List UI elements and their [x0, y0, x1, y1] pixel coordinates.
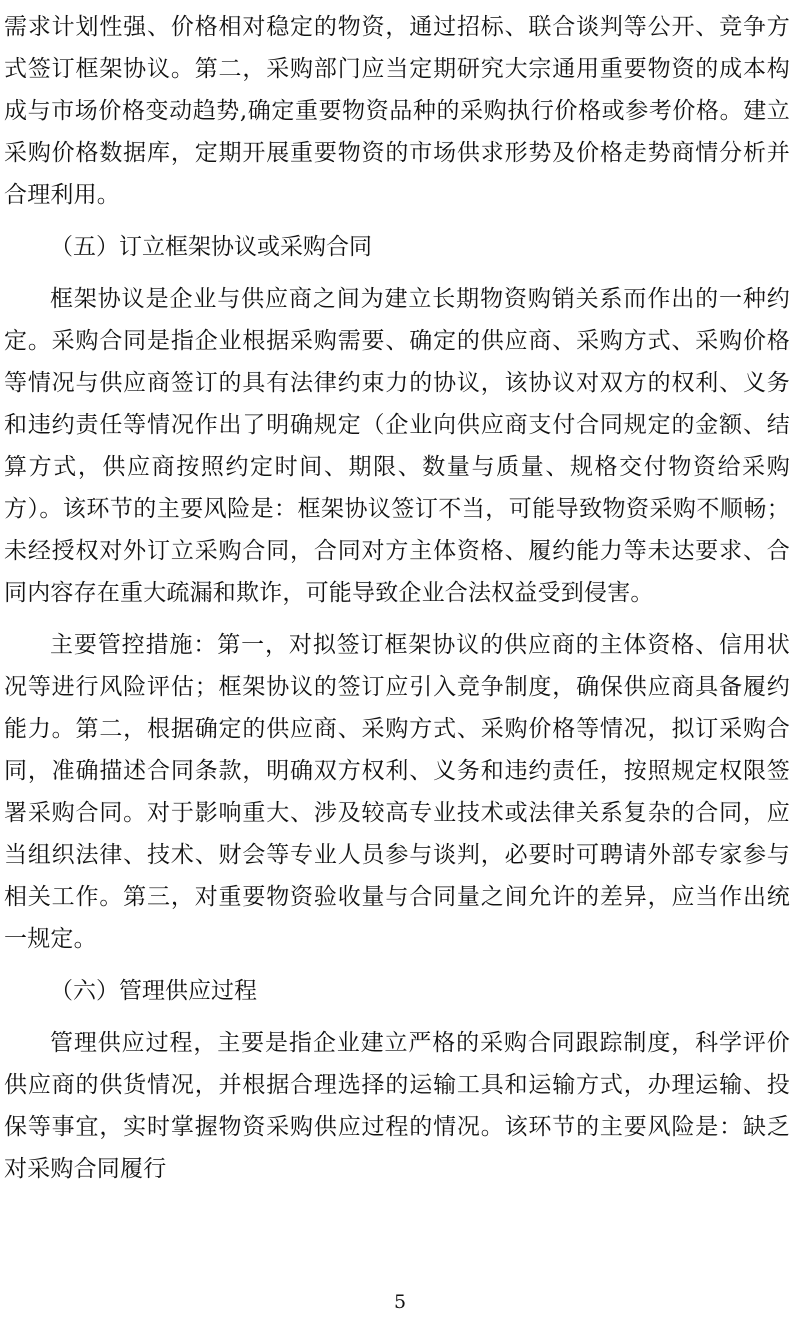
paragraph-control-measures: 主要管控措施：第一，对拟签订框架协议的供应商的主体资格、信用状况等进行风险评估；框架协议的签订应引入竞争制度，确保供应商具备履约能力。第二，根据确定的供应商、采购方式、采购价格等情况，拟订采购合同，准确描述合同条款，明确双方权利、义务和违约责任，按照规定权限签署采购合同。对于影响重大、涉及较高专业技术或法律关系复杂的合同，应当组织法律、技术、财会等专业人员参与谈判，必要时可聘请外部专家参与相关工作。第三，对重要物资验收量与合同量之间允许的差异，应当作出统一规定。	[4, 632, 790, 952]
paragraph-framework-agreement: 框架协议是企业与供应商之间为建立长期物资购销关系而作出的一种约定。采购合同是指企业根据采购需要、确定的供应商、采购方式、采购价格等情况与供应商签订的具有法律约束力的协议，该协议对双方的权利、义务和违约责任等情况作出了明确规定（企业向供应商支付合同规定的金额、结算方式，供应商按照约定时间、期限、数量与质量、规格交付物资给采购方）。该环节的主要风险是：框架协议签订不当，可能导致物资采购不顺畅；未经授权对外订立采购合同，合同对方主体资格、履约能力等未达要求、合同内容存在重大疏漏和欺诈，可能导致企业合法权益受到侵害。	[4, 286, 790, 606]
spacer	[4, 960, 790, 970]
spacer	[4, 216, 790, 226]
document-body	[4, 6, 790, 1190]
spacer	[4, 268, 790, 278]
section-heading-five: （五）订立框架协议或采购合同	[50, 234, 372, 260]
paragraph-continuation: 需求计划性强、价格相对稳定的物资，通过招标、联合谈判等公开、竞争方式签订框架协议。第二，采购部门应当定期研究大宗通用重要物资的成本构成与市场价格变动趋势,确定重要物资品种的采购执行价格或参考价格。建立采购价格数据库，定期开展重要物资的市场供求形势及价格走势商情分析并合理利用。	[4, 14, 790, 208]
spacer	[4, 1012, 790, 1022]
section-heading-six: （六）管理供应过程	[50, 978, 257, 1004]
paragraph-supply-process: 管理供应过程，主要是指企业建立严格的采购合同跟踪制度，科学评价供应商的供货情况，并根据合理选择的运输工具和运输方式，办理运输、投保等事宜，实时掌握物资采购供应过程的情况。该环节的主要风险是：缺乏对采购合同履行	[4, 1030, 790, 1182]
page-number: 5	[393, 1291, 407, 1313]
spacer	[4, 614, 790, 624]
